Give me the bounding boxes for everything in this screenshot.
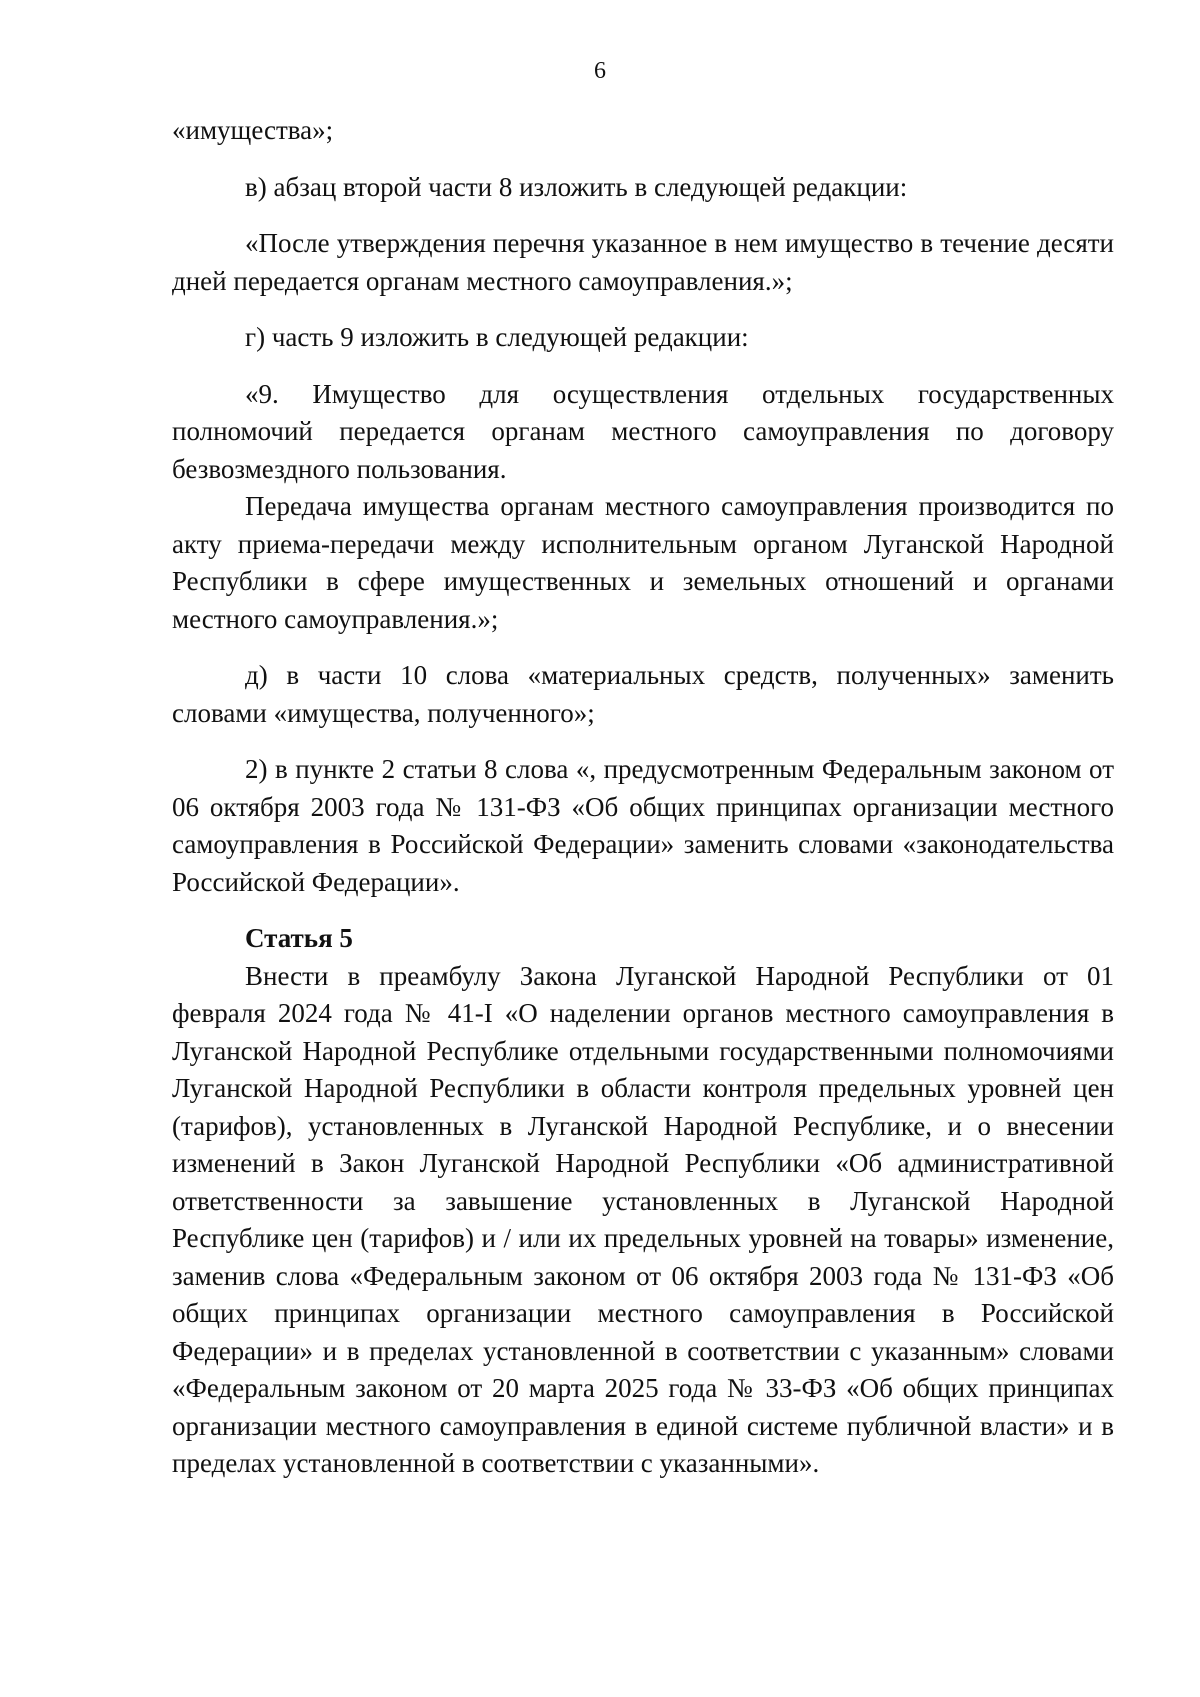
paragraph-article5-body: Внести в преамбулу Закона Луганской Народной Республики от 01 февраля 2024 года № 41-I «О наделении органов местного самоуправления в Луганской Народной Республике отдельными государственными полномочиями Луганской Народной Республики в области контроля предельных уровней цен (тарифов), установленных в Луганской Народной Республике, и о внесении изменений в Закон Луганской Народной Республики «Об административной ответственности за завышение установленных в Луганской Народной Республике цен (тарифов) и / или их предельных уровней на товары» изменение, заменив слова «Федеральным законом от 06 октября 2003 года № 131-ФЗ «Об общих принципах организации местного самоуправления в Российской Федерации» и в пределах установленной в соответствии с указанным» словами «Федеральным законом от 20 марта 2025 года № 33-ФЗ «Об общих принципах организации местного самоуправления в единой системе публичной власти» и в пределах установленной в соответствии с указанными». [172,960,1114,1478]
paragraph-item-2: 2) в пункте 2 статьи 8 слова «, предусмотренным Федеральным законом от 06 октября 2003 года № 131-ФЗ «Об общих принципах организации местного самоуправления в Российской Федерации» заменить словами «законодательства Российской Федерации». [172,754,1114,897]
article-heading: Статья 5 [245,923,353,953]
paragraph-continuation: «имущества»; [172,115,334,145]
paragraph-transfer-act: Передача имущества органам местного самоуправления производится по акту приема-передачи между исполнительным органом Луганской Народной Республики в сфере имущественных и земельных отношений и органами местного самоуправления.»; [172,491,1114,634]
document-body [172,112,1114,1483]
page-number: 6 [594,58,606,84]
paragraph-quote-part8: «После утверждения перечня указанное в нем имущество в течение десяти дней передается органам местного самоуправления.»; [172,228,1114,296]
paragraph-subitem-v: в) абзац второй части 8 изложить в следующей редакции: [245,171,908,202]
paragraph-subitem-d: д) в части 10 слова «материальных средств, полученных» заменить словами «имущества, полученного»; [172,660,1114,728]
paragraph-quote-part9: «9. Имущество для осуществления отдельных государственных полномочий передается органам местного самоуправления по договору безвозмездного пользования. [172,378,1114,484]
paragraph-subitem-g: г) часть 9 изложить в следующей редакции: [245,322,749,352]
